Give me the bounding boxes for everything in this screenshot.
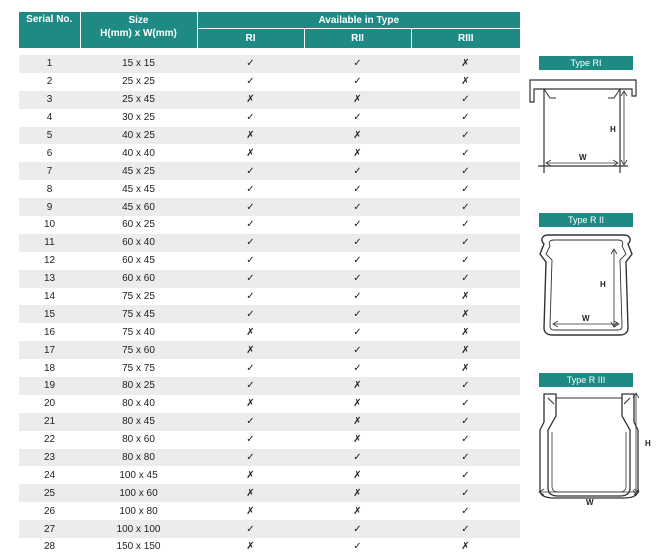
type-ri-cell: ✓	[197, 55, 304, 73]
table-row	[19, 431, 520, 449]
type-rii-cell: ✗	[304, 127, 411, 145]
table-row	[19, 341, 520, 359]
type-riii-cell: ✓	[411, 252, 520, 270]
type-rii-cell: ✓	[304, 270, 411, 288]
type-rii-cell: ✓	[304, 305, 411, 323]
type-ri-cell: ✓	[197, 109, 304, 127]
type-ri-cell: ✓	[197, 252, 304, 270]
serial-cell: 26	[19, 502, 80, 520]
type-riii-header: RIII	[411, 29, 520, 49]
type-riii-label: Type R III	[539, 373, 633, 387]
serial-cell: 3	[19, 91, 80, 109]
type-rii-cell: ✓	[304, 323, 411, 341]
table-row	[19, 413, 520, 431]
table-body	[19, 49, 520, 556]
size-cell: 75 x 25	[80, 288, 197, 306]
type-ri-cell: ✗	[197, 484, 304, 502]
type-rii-cell: ✓	[304, 538, 411, 556]
serial-cell: 14	[19, 288, 80, 306]
type-rii-cell: ✗	[304, 377, 411, 395]
type-rii-cell: ✗	[304, 395, 411, 413]
height-label: H	[645, 439, 651, 448]
type-riii-cell: ✓	[411, 198, 520, 216]
type-riii-cell: ✗	[411, 341, 520, 359]
table-row	[19, 323, 520, 341]
table-row	[19, 162, 520, 180]
size-cell: 100 x 100	[80, 520, 197, 538]
type-riii-cell: ✓	[411, 431, 520, 449]
type-ri-cell: ✓	[197, 198, 304, 216]
type-riii-cell: ✗	[411, 55, 520, 73]
size-header	[80, 12, 197, 49]
serial-cell: 5	[19, 127, 80, 145]
type-ri-cell: ✓	[197, 359, 304, 377]
available-header: Available in Type	[197, 12, 520, 29]
serial-cell: 13	[19, 270, 80, 288]
type-riii-cell: ✓	[411, 162, 520, 180]
serial-cell: 22	[19, 431, 80, 449]
size-cell: 15 x 15	[80, 55, 197, 73]
size-cell: 100 x 60	[80, 484, 197, 502]
type-riii-cell: ✗	[411, 538, 520, 556]
type-rii-cell: ✓	[304, 216, 411, 234]
size-cell: 60 x 45	[80, 252, 197, 270]
type-rii-cell: ✓	[304, 520, 411, 538]
type-rii-cell: ✗	[304, 431, 411, 449]
size-cell: 80 x 45	[80, 413, 197, 431]
table-row	[19, 466, 520, 484]
serial-cell: 11	[19, 234, 80, 252]
table-row	[19, 144, 520, 162]
type-rii-cell: ✗	[304, 502, 411, 520]
serial-cell: 27	[19, 520, 80, 538]
serial-cell: 25	[19, 484, 80, 502]
serial-cell: 28	[19, 538, 80, 556]
type-riii-cell: ✓	[411, 109, 520, 127]
size-header-label: Size	[128, 15, 149, 26]
size-cell: 45 x 60	[80, 198, 197, 216]
type-riii-diagram	[536, 390, 662, 510]
type-riii-cell: ✓	[411, 180, 520, 198]
serial-cell: 18	[19, 359, 80, 377]
size-cell: 60 x 40	[80, 234, 197, 252]
type-rii-cell: ✓	[304, 359, 411, 377]
width-label: W	[579, 153, 587, 162]
serial-cell: 23	[19, 449, 80, 467]
type-rii-cell: ✓	[304, 180, 411, 198]
type-rii-cell: ✓	[304, 341, 411, 359]
serial-cell: 1	[19, 55, 80, 73]
type-riii-cell: ✓	[411, 502, 520, 520]
type-ri-header: RI	[197, 29, 304, 49]
size-cell: 150 x 150	[80, 538, 197, 556]
serial-cell: 24	[19, 466, 80, 484]
type-ri-diagram	[528, 78, 640, 176]
table-row	[19, 252, 520, 270]
size-cell: 75 x 40	[80, 323, 197, 341]
serial-cell: 10	[19, 216, 80, 234]
type-ri-cell: ✓	[197, 449, 304, 467]
size-header-units: H(mm) x W(mm)	[100, 28, 177, 39]
type-ri-cell: ✗	[197, 127, 304, 145]
table-row	[19, 198, 520, 216]
type-riii-cell: ✓	[411, 413, 520, 431]
type-ri-cell: ✓	[197, 520, 304, 538]
serial-cell: 17	[19, 341, 80, 359]
size-cell: 60 x 25	[80, 216, 197, 234]
type-rii-cell: ✓	[304, 162, 411, 180]
type-ri-cell: ✓	[197, 288, 304, 306]
type-riii-cell: ✓	[411, 270, 520, 288]
type-ri-cell: ✓	[197, 162, 304, 180]
type-ri-cell: ✓	[197, 270, 304, 288]
table-row	[19, 73, 520, 91]
table-row	[19, 127, 520, 145]
table-row	[19, 502, 520, 520]
type-rii-cell: ✗	[304, 91, 411, 109]
type-ri-cell: ✓	[197, 216, 304, 234]
type-riii-cell: ✗	[411, 323, 520, 341]
type-ri-cell: ✗	[197, 538, 304, 556]
type-rii-cell: ✓	[304, 252, 411, 270]
type-ri-cell: ✗	[197, 323, 304, 341]
type-ri-cell: ✓	[197, 377, 304, 395]
type-ri-label: Type RI	[539, 56, 633, 70]
type-ri-cell: ✗	[197, 91, 304, 109]
size-cell: 30 x 25	[80, 109, 197, 127]
type-rii-cell: ✓	[304, 109, 411, 127]
type-rii-cell: ✓	[304, 198, 411, 216]
size-cell: 25 x 25	[80, 73, 197, 91]
type-ri-cell: ✗	[197, 466, 304, 484]
width-label: W	[582, 314, 590, 323]
type-ri-cell: ✓	[197, 431, 304, 449]
type-riii-cell: ✓	[411, 234, 520, 252]
table-row	[19, 395, 520, 413]
type-riii-cell: ✓	[411, 449, 520, 467]
table-row	[19, 305, 520, 323]
table-row	[19, 109, 520, 127]
table-row	[19, 91, 520, 109]
serial-cell: 9	[19, 198, 80, 216]
table-row	[19, 288, 520, 306]
type-rii-label: Type R II	[539, 213, 633, 227]
width-label: W	[586, 498, 594, 507]
type-rii-cell: ✓	[304, 449, 411, 467]
type-riii-cell: ✗	[411, 288, 520, 306]
serial-cell: 2	[19, 73, 80, 91]
type-rii-cell: ✓	[304, 234, 411, 252]
table-row	[19, 377, 520, 395]
serial-cell: 6	[19, 144, 80, 162]
type-riii-cell: ✓	[411, 216, 520, 234]
type-rii-cell: ✗	[304, 144, 411, 162]
size-cell: 60 x 60	[80, 270, 197, 288]
type-ri-cell: ✓	[197, 180, 304, 198]
serial-cell: 7	[19, 162, 80, 180]
type-rii-header: RII	[304, 29, 411, 49]
type-riii-cell: ✗	[411, 305, 520, 323]
type-rii-cell: ✗	[304, 466, 411, 484]
size-cell: 80 x 60	[80, 431, 197, 449]
size-cell: 25 x 45	[80, 91, 197, 109]
type-ri-cell: ✗	[197, 144, 304, 162]
type-rii-cell: ✓	[304, 73, 411, 91]
table-row	[19, 538, 520, 556]
serial-cell: 19	[19, 377, 80, 395]
type-riii-cell: ✓	[411, 91, 520, 109]
type-ri-cell: ✓	[197, 305, 304, 323]
type-riii-cell: ✗	[411, 359, 520, 377]
type-riii-cell: ✓	[411, 520, 520, 538]
type-ri-cell: ✗	[197, 502, 304, 520]
size-cell: 40 x 25	[80, 127, 197, 145]
table-row	[19, 180, 520, 198]
size-cell: 75 x 45	[80, 305, 197, 323]
type-rii-cell: ✗	[304, 413, 411, 431]
serial-header: Serial No.	[19, 12, 80, 49]
size-table	[19, 12, 520, 556]
table-row	[19, 270, 520, 288]
serial-cell: 8	[19, 180, 80, 198]
type-rii-cell: ✗	[304, 484, 411, 502]
size-cell: 80 x 40	[80, 395, 197, 413]
type-rii-cell: ✓	[304, 288, 411, 306]
table-row	[19, 520, 520, 538]
table-row	[19, 449, 520, 467]
serial-cell: 15	[19, 305, 80, 323]
size-cell: 80 x 25	[80, 377, 197, 395]
type-ri-cell: ✓	[197, 234, 304, 252]
serial-cell: 4	[19, 109, 80, 127]
height-label: H	[610, 125, 616, 134]
size-cell: 75 x 60	[80, 341, 197, 359]
size-cell: 80 x 80	[80, 449, 197, 467]
serial-cell: 20	[19, 395, 80, 413]
type-rii-cell: ✓	[304, 55, 411, 73]
height-label: H	[600, 280, 606, 289]
size-cell: 100 x 45	[80, 466, 197, 484]
size-cell: 100 x 80	[80, 502, 197, 520]
size-cell: 40 x 40	[80, 144, 197, 162]
size-cell: 45 x 45	[80, 180, 197, 198]
serial-cell: 21	[19, 413, 80, 431]
serial-cell: 16	[19, 323, 80, 341]
type-riii-cell: ✓	[411, 377, 520, 395]
type-riii-cell: ✗	[411, 73, 520, 91]
type-ri-cell: ✗	[197, 341, 304, 359]
table-row	[19, 484, 520, 502]
size-cell: 45 x 25	[80, 162, 197, 180]
table-row	[19, 234, 520, 252]
type-ri-cell: ✓	[197, 73, 304, 91]
serial-cell: 12	[19, 252, 80, 270]
size-cell: 75 x 75	[80, 359, 197, 377]
type-riii-cell: ✓	[411, 484, 520, 502]
type-riii-cell: ✓	[411, 144, 520, 162]
table-row	[19, 216, 520, 234]
type-ri-cell: ✓	[197, 413, 304, 431]
type-ri-cell: ✗	[197, 395, 304, 413]
type-riii-cell: ✓	[411, 127, 520, 145]
type-rii-diagram	[536, 232, 636, 338]
type-riii-cell: ✓	[411, 395, 520, 413]
table-row	[19, 359, 520, 377]
type-riii-cell: ✓	[411, 466, 520, 484]
table-row	[19, 55, 520, 73]
